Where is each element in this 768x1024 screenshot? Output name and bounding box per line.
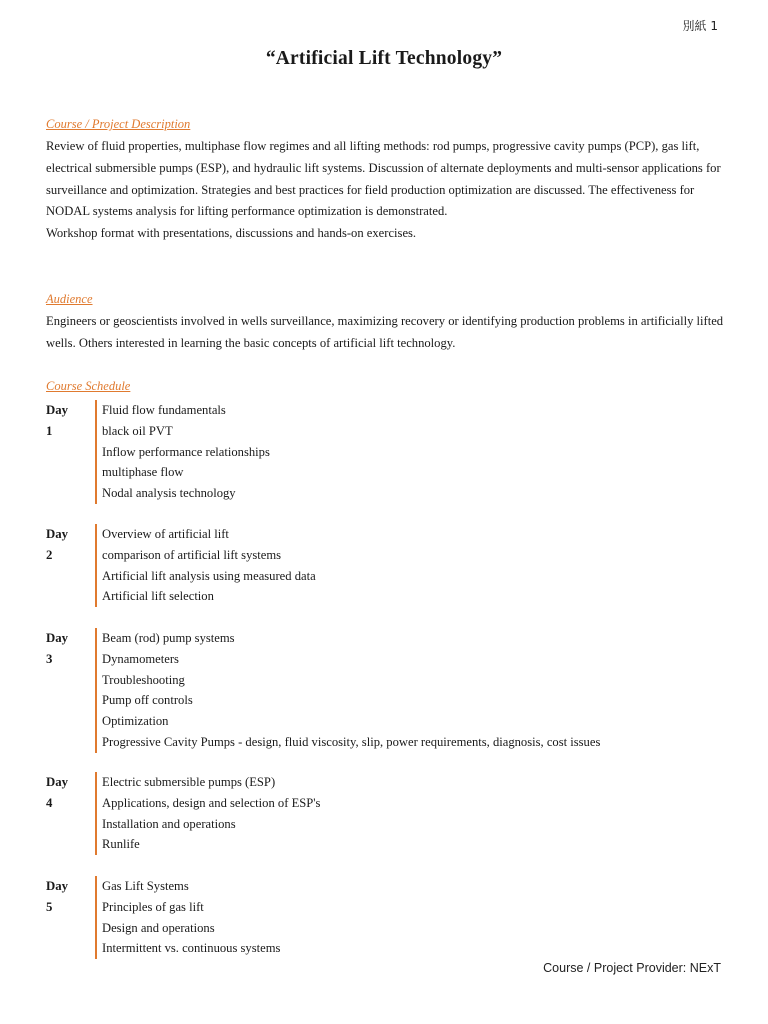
day-topic-list bbox=[95, 628, 600, 753]
topic-item: Principles of gas lift bbox=[102, 899, 204, 914]
day-topic-list bbox=[95, 524, 316, 607]
day-topic-list bbox=[95, 876, 280, 959]
topic-item: Dynamometers bbox=[102, 651, 179, 666]
topic-item: Optimization bbox=[102, 714, 169, 729]
topic-item: black oil PVT bbox=[102, 423, 173, 438]
description-heading: Course / Project Description bbox=[46, 117, 191, 131]
document-title: “Artificial Lift Technology” bbox=[265, 48, 503, 69]
topic-item: Inflow performance relationships bbox=[102, 444, 270, 459]
topic-item: Beam (rod) pump systems bbox=[102, 631, 235, 645]
day-label: Day 1 bbox=[46, 403, 69, 438]
day-topic-list bbox=[95, 772, 320, 855]
topic-item: Nodal analysis technology bbox=[102, 486, 236, 501]
topic-item: Electric submersible pumps (ESP) bbox=[102, 775, 276, 789]
topic-item: Gas Lift Systems bbox=[102, 879, 189, 893]
audience-heading: Audience bbox=[46, 292, 93, 306]
provider-footer: Course / Project Provider: NExT bbox=[543, 961, 721, 975]
topic-item: Fluid flow fundamentals bbox=[102, 403, 226, 417]
description-paragraph: Review of fluid properties, multiphase flow regimes and all lifting methods: rod pumps, progressive cavity pumps (PCP), gas lift, electrical submersible pumps (ESP), and hydraulic lift systems. Discussion of alternate deployments and multi-sensor applications for surveillance and optimization. Strategies and best practices for field production optimization are discussed. The effectiveness for NODAL systems analysis for lifting performance optimization is demonstrated. bbox=[46, 139, 721, 219]
topic-item: Pump off controls bbox=[102, 693, 193, 708]
day-label: Day 3 bbox=[46, 631, 69, 666]
day-label: Day 2 bbox=[46, 527, 69, 562]
topic-item: Intermittent vs. continuous systems bbox=[102, 941, 281, 956]
topic-item: Artificial lift analysis using measured data bbox=[102, 568, 316, 583]
topic-item: Runlife bbox=[102, 837, 140, 852]
day-topic-list bbox=[95, 400, 270, 504]
day-label: Day 4 bbox=[46, 775, 69, 810]
description-body bbox=[46, 136, 726, 245]
audience-paragraph: Engineers or geoscientists involved in wells surveillance, maximizing recovery or identifying production problems in artificially lifted wells. Others interested in learning the basic concepts of artificial lift technology. bbox=[46, 314, 724, 350]
page-reference: 別紙 1 bbox=[682, 19, 718, 33]
topic-item: comparison of artificial lift systems bbox=[102, 547, 282, 562]
description-paragraph: Workshop format with presentations, discussions and hands-on exercises. bbox=[46, 226, 417, 241]
topic-item: multiphase flow bbox=[102, 465, 184, 480]
day-label: Day 5 bbox=[46, 879, 69, 914]
topic-item: Applications, design and selection of ESP's bbox=[102, 795, 321, 810]
audience-body bbox=[46, 311, 726, 355]
schedule-heading: Course Schedule bbox=[46, 379, 131, 393]
topic-item: Progressive Cavity Pumps - design, fluid viscosity, slip, power requirements, diagnosis, cost issues bbox=[102, 734, 601, 749]
topic-item: Artificial lift selection bbox=[102, 589, 214, 604]
topic-item: Troubleshooting bbox=[102, 672, 185, 687]
topic-item: Design and operations bbox=[102, 920, 215, 935]
topic-item: Overview of artificial lift bbox=[102, 527, 229, 541]
topic-item: Installation and operations bbox=[102, 816, 236, 831]
